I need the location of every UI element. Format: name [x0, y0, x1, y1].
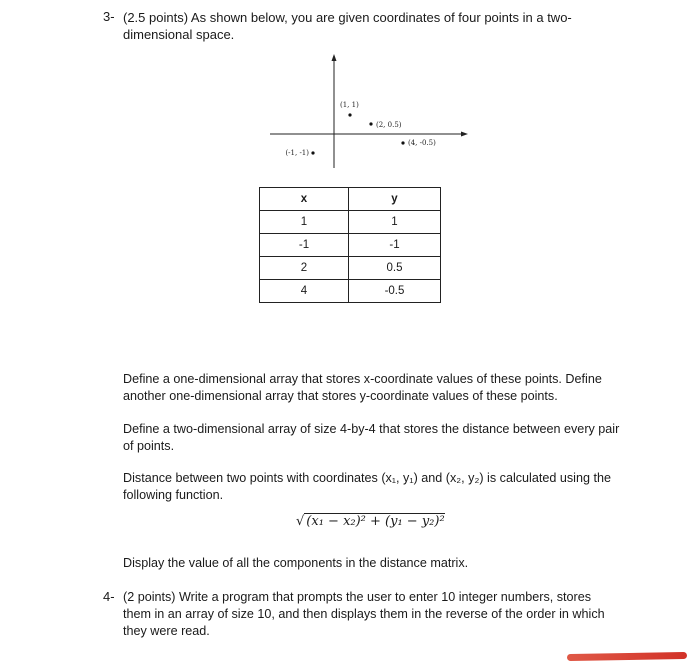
x-axis-arrow	[461, 132, 468, 137]
table-row	[260, 280, 441, 303]
coordinates-table	[259, 187, 441, 303]
square-root-icon: √	[296, 514, 305, 529]
coordinate-plot	[0, 0, 700, 190]
table-row	[260, 211, 441, 234]
y-cell: 0.5	[349, 257, 441, 280]
y-cell: -1	[349, 234, 441, 257]
distance-formula	[296, 513, 445, 529]
point-marker	[311, 151, 314, 154]
question-3-line-1: (2.5 points) As shown below, you are given coordinates of four points in a two-	[123, 10, 572, 25]
question-3-number: 3-	[103, 9, 115, 24]
y-axis-arrow	[332, 54, 337, 61]
table-header-row	[260, 188, 441, 211]
paragraph-define-1d-arrays: Define a one-dimensional array that stores x-coordinate values of these points. Define another one-dimensional array that stores y-coordinate values of these points.	[123, 372, 602, 403]
question-3-line-2: dimensional space.	[123, 27, 235, 42]
x-cell: -1	[260, 234, 349, 257]
point-marker	[348, 113, 351, 116]
table-row	[260, 257, 441, 280]
question-4-text: (2 points) Write a program that prompts the user to enter 10 integer numbers, stores them in an array of size 10, and then displays them in the reverse of the order in which they were read.	[123, 590, 605, 638]
point-label: (2, 0.5)	[376, 121, 402, 129]
paragraph-distance-definition: Distance between two points with coordinates (x₁, y₁) and (x₂, y₂) is calculated using the following function.	[123, 471, 611, 502]
point-label: (4, -0.5)	[408, 139, 436, 147]
point-label: (1, 1)	[340, 101, 359, 109]
question-4-number: 4-	[103, 589, 115, 604]
point-label: (-1, -1)	[285, 149, 309, 157]
y-cell: 1	[349, 211, 441, 234]
decorative-red-stroke	[567, 652, 687, 661]
x-cell: 4	[260, 280, 349, 303]
table-row	[260, 234, 441, 257]
point-marker	[369, 122, 372, 125]
y-cell: -0.5	[349, 280, 441, 303]
y-column-header: y	[349, 188, 441, 211]
x-cell: 2	[260, 257, 349, 280]
x-cell: 1	[260, 211, 349, 234]
x-column-header: x	[260, 188, 349, 211]
paragraph-define-2d-array: Define a two-dimensional array of size 4-by-4 that stores the distance between every pair of points.	[123, 422, 620, 453]
paragraph-display-matrix: Display the value of all the components in the distance matrix.	[123, 556, 469, 570]
point-marker	[401, 141, 404, 144]
formula-radicand: (x₁ − x₂)² + (y₁ − y₂)²	[306, 514, 445, 529]
